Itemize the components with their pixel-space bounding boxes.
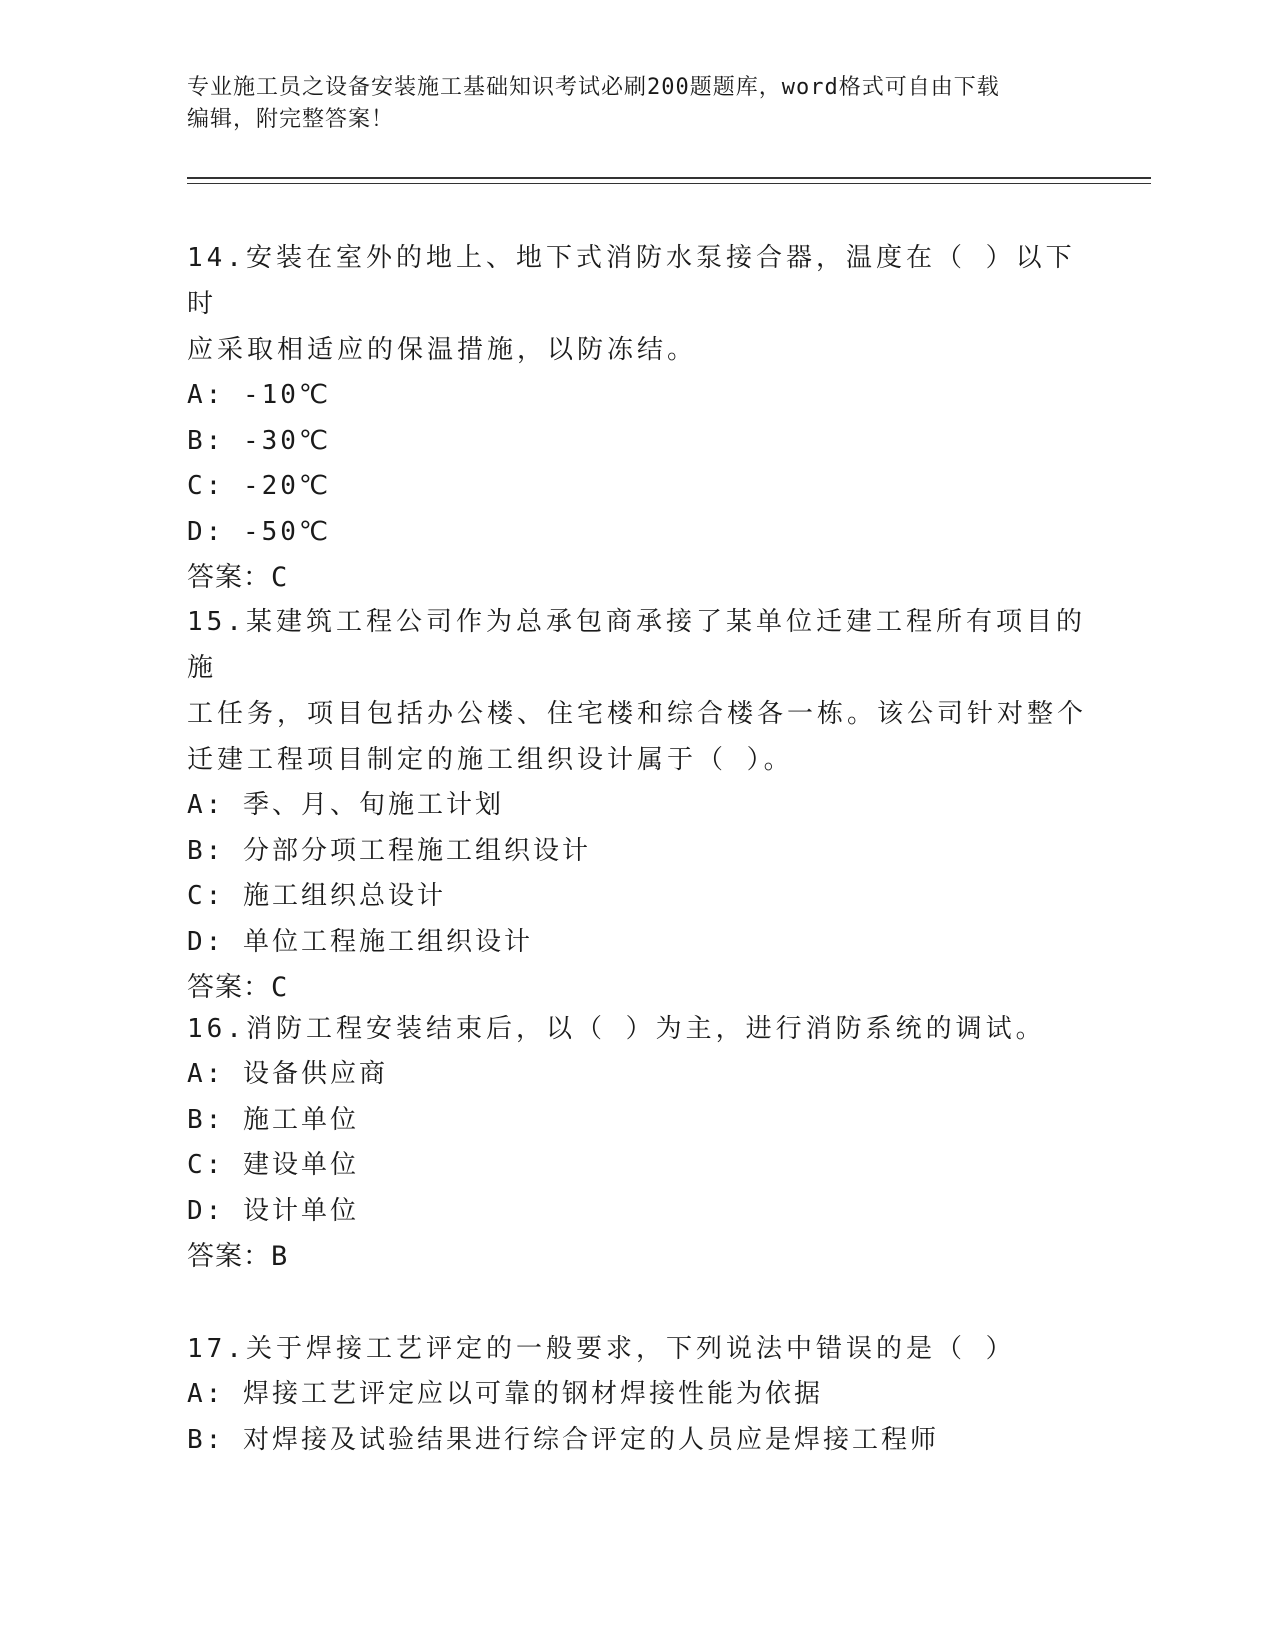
header-divider-thick: [187, 177, 1151, 179]
question-stem-line: 工任务，项目包括办公楼、住宅楼和综合楼各一栋。该公司针对整个: [187, 699, 1088, 729]
question-stem-line: 应采取相适应的保温措施，以防冻结。: [187, 335, 698, 365]
option-c: C: 建设单位: [187, 1150, 359, 1180]
option-c: C: -20℃: [187, 471, 332, 501]
option-a: A: 季、月、旬施工计划: [187, 790, 504, 820]
question-16: [187, 1006, 1087, 1280]
header-divider-thin: [187, 183, 1151, 184]
option-a: A: 焊接工艺评定应以可靠的钢材焊接性能为依据: [187, 1379, 823, 1409]
question-17: [187, 1326, 1087, 1463]
option-b: B: 分部分项工程施工组织设计: [187, 835, 591, 866]
option-b: B: 施工单位: [187, 1104, 359, 1135]
question-15: [187, 599, 1087, 1011]
header-line-1: 专业施工员之设备安装施工基础知识考试必刷200题题库，word格式可自由下载: [187, 75, 1000, 100]
option-d: D: 单位工程施工组织设计: [187, 926, 533, 957]
question-stem-line: 迁建工程项目制定的施工组织设计属于（ ）。: [187, 745, 794, 775]
question-14: [187, 235, 1087, 601]
option-c: C: 施工组织总设计: [187, 881, 446, 911]
option-d: D: -50℃: [187, 516, 332, 547]
answer: 答案：C: [187, 972, 289, 1003]
header-line-2: 编辑，附完整答案！: [187, 107, 395, 132]
question-stem-line: 17.关于焊接工艺评定的一般要求，下列说法中错误的是（ ）: [187, 1334, 1016, 1364]
question-stem-line: 14.安装在室外的地上、地下式消防水泵接合器，温度在（ ）以下时: [187, 243, 1076, 319]
answer: 答案：B: [187, 1241, 289, 1272]
option-b: B: -30℃: [187, 425, 332, 456]
option-a: A: -10℃: [187, 380, 332, 410]
option-b: B: 对焊接及试验结果进行综合评定的人员应是焊接工程师: [187, 1424, 939, 1455]
document-header: [187, 72, 1087, 136]
answer: 答案：C: [187, 562, 289, 593]
option-a: A: 设备供应商: [187, 1059, 388, 1089]
option-d: D: 设计单位: [187, 1195, 359, 1226]
question-stem-line: 15.某建筑工程公司作为总承包商承接了某单位迁建工程所有项目的施: [187, 607, 1086, 683]
question-stem-line: 16.消防工程安装结束后，以（ ）为主，进行消防系统的调试。: [187, 1014, 1046, 1044]
